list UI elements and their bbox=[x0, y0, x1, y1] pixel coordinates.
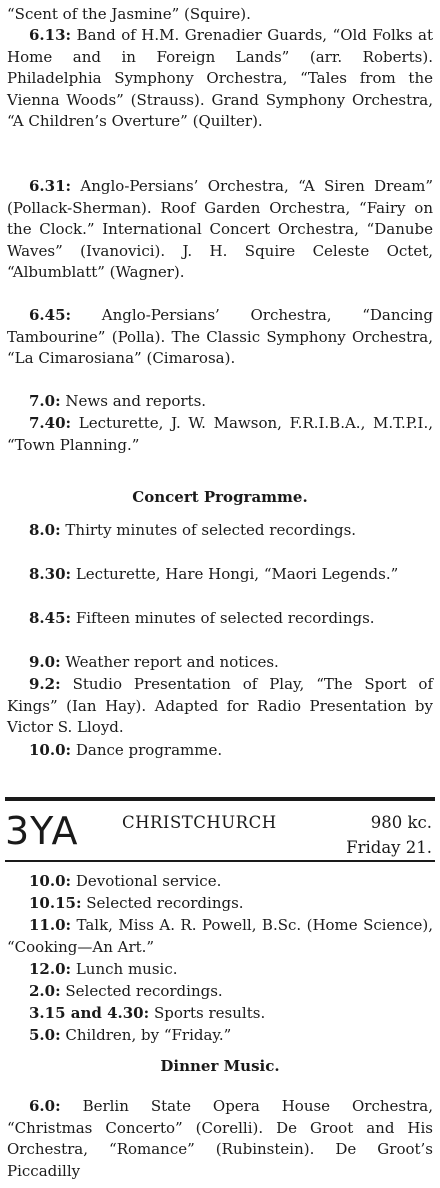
programme-entry bbox=[7, 674, 433, 739]
entry-text: Anglo-Persians’ Orchestra, “Dancing Tambourine” (Polla). The Classic Symphony Orchestra, “La Cimarosiana” (Cimarosa). bbox=[7, 306, 433, 367]
entry-text: Dance programme. bbox=[71, 741, 223, 759]
entry-text: Selected recordings. bbox=[60, 982, 223, 1000]
entry-time: 6.13: bbox=[29, 26, 72, 44]
station-frequency: 980 kc. bbox=[370, 813, 432, 832]
section-heading: Concert Programme. bbox=[132, 488, 308, 506]
entry-text: News and reports. bbox=[60, 392, 207, 410]
entry-time: 9.0: bbox=[29, 653, 61, 671]
entry-time: 8.0: bbox=[29, 521, 61, 539]
entry-text: Devotional service. bbox=[71, 872, 222, 890]
entry-time: 5.0: bbox=[29, 1026, 61, 1044]
programme-entry bbox=[7, 520, 433, 542]
programme-entry bbox=[7, 915, 433, 958]
programme-entry bbox=[7, 740, 433, 762]
entry-text: Children, by “Friday.” bbox=[60, 1026, 232, 1044]
entry-text: Fifteen minutes of selected recordings. bbox=[71, 609, 375, 627]
entry-time: 7.40: bbox=[29, 414, 72, 432]
entry-time: 2.0: bbox=[29, 982, 61, 1000]
entry-text: Talk, Miss A. R. Powell, B.Sc. (Home Science), “Cooking—An Art.” bbox=[7, 916, 433, 956]
programme-entry bbox=[7, 871, 433, 893]
entry-text: Berlin State Opera House Orchestra, “Christmas Concerto” (Corelli). De Groot and His Orchestra, “Romance” (Rubinstein). De Groot’s Piccadilly bbox=[7, 1097, 433, 1180]
entry-time: 8.45: bbox=[29, 609, 72, 627]
programme-entry bbox=[7, 981, 433, 1003]
station-callsign: 3YA bbox=[5, 809, 79, 853]
programme-entry bbox=[7, 608, 433, 630]
entry-time: 11.0: bbox=[29, 916, 72, 934]
entry-text: Studio Presentation of Play, “The Sport of Kings” (Ian Hay). Adapted for Radio Presentation by Victor S. Lloyd. bbox=[7, 675, 433, 736]
top-rule bbox=[5, 797, 435, 801]
entry-text: Band of H.M. Grenadier Guards, “Old Folks at Home and in Foreign Lands” (arr. Roberts). Philadelphia Symphony Orchestra, “Tales from the Vienna Woods” (Strauss). Grand Symphony Orchestra, “A Children’s Overture” (Quilter). bbox=[7, 26, 433, 130]
entry-time: 7.0: bbox=[29, 392, 61, 410]
entry-time: 6.31: bbox=[29, 177, 72, 195]
programme-entry bbox=[7, 305, 433, 370]
entry-time: 12.0: bbox=[29, 960, 72, 978]
programme-entry bbox=[7, 1003, 433, 1025]
entry-time: 6.0: bbox=[29, 1097, 61, 1115]
programme-entry bbox=[7, 959, 433, 981]
entry-text: Lecturette, Hare Hongi, “Maori Legends.” bbox=[71, 565, 399, 583]
entry-time: 10.15: bbox=[29, 894, 82, 912]
entry-text: Thirty minutes of selected recordings. bbox=[60, 521, 357, 539]
programme-entry bbox=[7, 391, 433, 413]
programme-entry bbox=[7, 25, 433, 133]
programme-entry bbox=[7, 652, 433, 674]
entry-time: 10.0: bbox=[29, 741, 72, 759]
entry-time: 9.2: bbox=[29, 675, 61, 693]
broadcast-date: Friday 21. bbox=[346, 838, 432, 857]
entry-text: “Scent of the Jasmine” (Squire). bbox=[7, 5, 251, 23]
section-heading: Dinner Music. bbox=[160, 1057, 280, 1075]
entry-text: Lunch music. bbox=[71, 960, 178, 978]
entry-text: Weather report and notices. bbox=[60, 653, 279, 671]
entry-text: Sports results. bbox=[149, 1004, 266, 1022]
programme-entry bbox=[7, 564, 433, 586]
programme-entry bbox=[7, 893, 433, 915]
entry-time: 6.45: bbox=[29, 306, 72, 324]
programme-entry bbox=[7, 413, 433, 456]
entry-text: Lecturette, J. W. Mawson, F.R.I.B.A., M.T.P.I., “Town Planning.” bbox=[7, 414, 433, 454]
entry-time: 10.0: bbox=[29, 872, 72, 890]
entry-text: Anglo-Persians’ Orchestra, “A Siren Dream” (Pollack-Sherman). Roof Garden Orchestra, “Fairy on the Clock.” International Concert Orchestra, “Danube Waves” (Ivanovici). J. H. Squire Celeste Octet, “Albumblatt” (Wagner). bbox=[7, 177, 433, 281]
programme-entry bbox=[7, 4, 433, 26]
bottom-rule bbox=[5, 860, 435, 862]
station-city: CHRISTCHURCH bbox=[122, 813, 277, 832]
entry-text: Selected recordings. bbox=[81, 894, 244, 912]
programme-entry bbox=[7, 176, 433, 284]
entry-time: 3.15 and 4.30: bbox=[29, 1004, 150, 1022]
entry-time: 8.30: bbox=[29, 565, 72, 583]
programme-entry bbox=[7, 1025, 433, 1047]
programme-entry bbox=[7, 1096, 433, 1182]
